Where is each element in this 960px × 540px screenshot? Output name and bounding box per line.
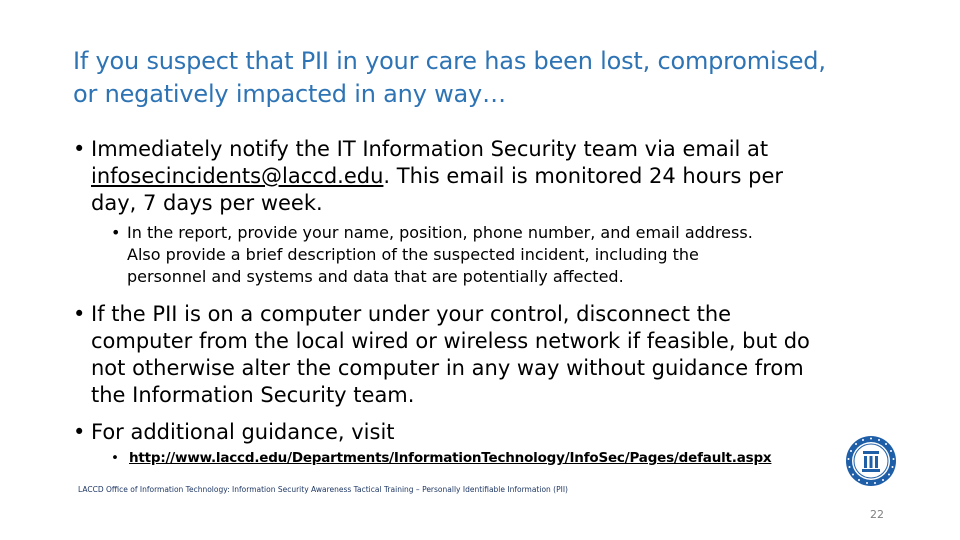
disconnect-line-4: the Information Security team. xyxy=(91,383,415,407)
bullet-disconnect-computer xyxy=(73,301,933,409)
bullet-notify-line-2 xyxy=(91,163,933,190)
bullet-notify-line-1: Immediately notify the IT Information Security team via email at xyxy=(91,137,769,161)
page-number: 22 xyxy=(870,508,884,521)
bullet-notify-line-3: day, 7 days per week. xyxy=(91,191,323,215)
bullet-notify-team xyxy=(73,136,933,217)
disconnect-line-2: computer from the local wired or wireless network if feasible, but do xyxy=(91,329,810,353)
slide-title xyxy=(73,45,933,111)
title-line-2: or negatively impacted in any way… xyxy=(73,80,506,108)
bullet-additional-guidance xyxy=(73,419,933,446)
bullet-marker: • xyxy=(73,137,86,161)
infosec-email-link[interactable]: infosecincidents@laccd.edu xyxy=(91,164,384,188)
disconnect-line-1: If the PII is on a computer under your control, disconnect the xyxy=(91,302,732,326)
sub-bullet-marker: • xyxy=(111,450,119,466)
sub-bullet-report-details xyxy=(111,222,951,288)
sub-bullet-guidance-url xyxy=(111,449,831,467)
bullet-marker: • xyxy=(73,420,86,444)
report-details-line-1: In the report, provide your name, position, phone number, and email address. xyxy=(127,223,753,242)
bullet-marker: • xyxy=(73,302,86,326)
report-details-line-2: Also provide a brief description of the suspected incident, including the xyxy=(127,245,699,264)
disconnect-line-3: not otherwise alter the computer in any way without guidance from xyxy=(91,356,804,380)
bullet-notify-after-email: . This email is monitored 24 hours per xyxy=(383,164,784,188)
additional-guidance-text: For additional guidance, visit xyxy=(91,420,395,444)
infosec-guidance-link[interactable]: http://www.laccd.edu/Departments/InformationTechnology/InfoSec/Pages/default.aspx xyxy=(129,450,772,466)
sub-bullet-marker: • xyxy=(111,223,121,242)
title-line-1: If you suspect that PII in your care has been lost, compromised, xyxy=(73,47,826,75)
slide-footer: LACCD Office of Information Technology: Information Security Awareness Tactical Training – Personally Identifiable Information (PII) xyxy=(78,485,568,494)
report-details-line-3: personnel and systems and data that are potentially affected. xyxy=(127,267,624,286)
laccd-seal-icon xyxy=(845,435,897,487)
